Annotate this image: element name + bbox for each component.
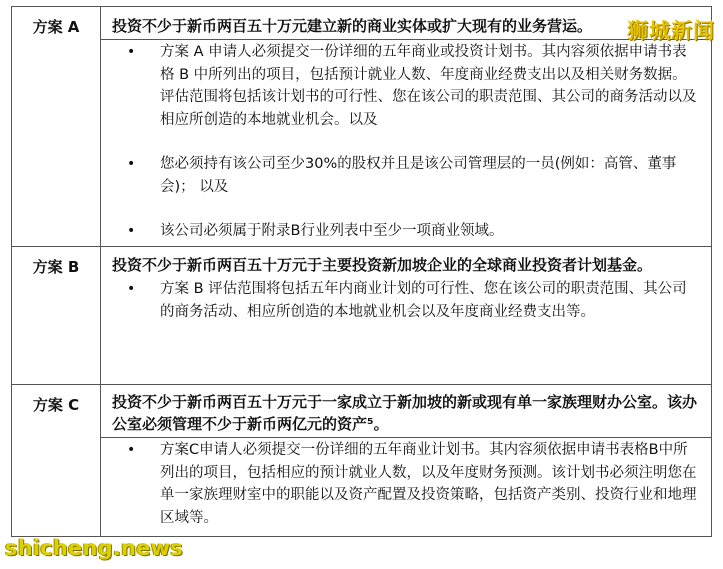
bullet-item bbox=[127, 41, 699, 131]
watermark-bottom: shicheng.news bbox=[5, 536, 183, 560]
scheme-row-c bbox=[12, 385, 712, 537]
bullet-text: 该公司必须属于附录B行业列表中至少一项商业领域。 bbox=[160, 223, 504, 239]
bullet-icon: • bbox=[127, 281, 136, 297]
scheme-label: 方案 B bbox=[12, 247, 101, 385]
scheme-heading: 投资不少于新币两百五十万元于一家成立于新加坡的新或现有单一家族理财办公室。该办公室必须管理不少于新币两亿元的资产⁵。 bbox=[101, 385, 711, 438]
bullet-item bbox=[127, 439, 699, 529]
scheme-row-a bbox=[12, 7, 712, 247]
bullet-icon: • bbox=[127, 156, 136, 172]
bullet-text: 方案 A 申请人必须提交一份详细的五年商业或投资计划书。其内容须依据申请书表格 B 中所列出的项目，包括预计就业人数、年度商业经费支出以及相关财务数据。评估范围将包括该计划书的可行性、您在该公司的职责范围、其公司的商务活动以及相应所创造的本地就业机会。以及 bbox=[160, 44, 697, 128]
scheme-label: 方案 C bbox=[12, 385, 101, 537]
schemes-table bbox=[11, 6, 712, 537]
bullet-item bbox=[127, 153, 699, 198]
bullet-text: 方案 B 评估范围将包括五年内商业计划的可行性、您在该公司的职责范围、其公司的商务活动、相应所创造的本地就业机会以及年度商业经费支出等。 bbox=[160, 281, 687, 320]
scheme-heading: 投资不少于新币两百五十万元于主要投资新加坡企业的全球商业投资者计划基金。 bbox=[112, 256, 653, 274]
scheme-label: 方案 A bbox=[12, 7, 101, 247]
bullet-icon: • bbox=[127, 44, 136, 60]
watermark-top: 狮城新闻 bbox=[627, 19, 715, 43]
scheme-content bbox=[101, 247, 712, 385]
bullet-item bbox=[127, 220, 699, 243]
bullet-text: 方案C申请人必须提交一份详细的五年商业计划书。其内容须依据申请书表格B中所列出的项目，包括相应的预计就业人数，以及年度财务预测。该计划书必须注明您在单一家族理财室中的职能以及资产配置及投资策略，包括资产类别、投资行业和地理区域等。 bbox=[160, 442, 697, 526]
bullet-list bbox=[101, 40, 711, 243]
scheme-content bbox=[101, 7, 712, 247]
bullet-list bbox=[101, 438, 711, 529]
bullet-text: 您必须持有该公司至少30%的股权并且是该公司管理层的一员(例如：高管、董事会)； 以及 bbox=[160, 156, 677, 195]
scheme-heading: 投资不少于新币两百五十万元建立新的商业实体或扩大现有的业务营运。 bbox=[101, 7, 711, 40]
bullet-list bbox=[101, 278, 711, 323]
scheme-row-b bbox=[12, 247, 712, 385]
bullet-icon: • bbox=[127, 223, 136, 239]
scheme-content bbox=[101, 385, 712, 537]
bullet-icon: • bbox=[127, 442, 136, 458]
bullet-item bbox=[127, 278, 699, 323]
